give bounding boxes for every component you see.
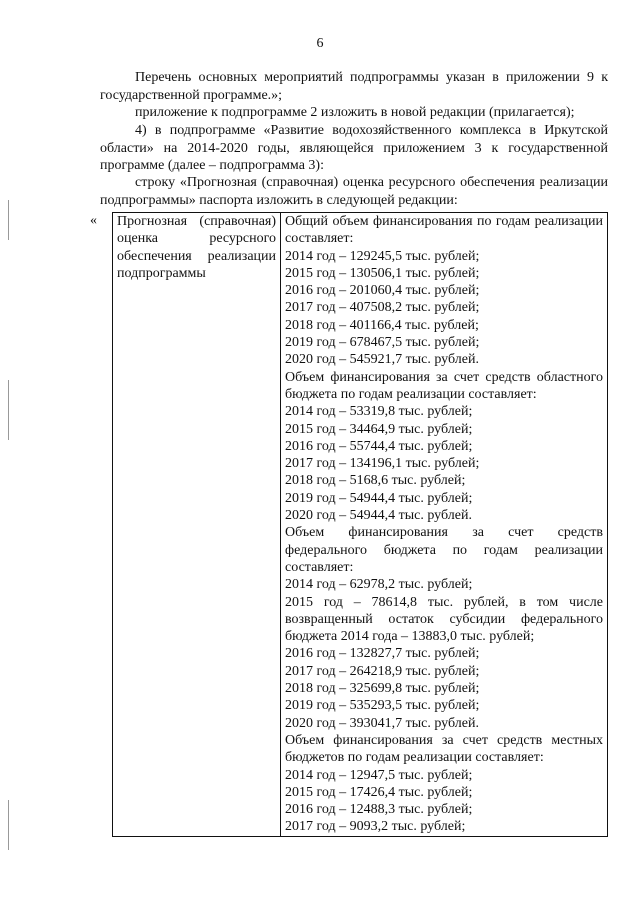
list-item: 2016 год – 132827,7 тыс. рублей;: [285, 646, 480, 662]
financing-cell: [281, 213, 608, 837]
row-label: Прогнозная (справочная) оценка ресурсного обеспечения реализации подпрограммы: [117, 214, 277, 281]
list-item: 2014 год – 53319,8 тыс. рублей;: [285, 404, 473, 420]
federal-heading: Объем финансирования за счет средств федерального бюджета по годам реализации составляет:: [285, 525, 603, 575]
list-item: 2014 год – 62978,2 тыс. рублей;: [285, 577, 473, 593]
list-item: 2016 год – 12488,3 тыс. рублей;: [285, 802, 473, 818]
scan-margin-mark: [8, 200, 9, 240]
opening-quote: «: [90, 213, 97, 228]
list-item: 2019 год – 54944,4 тыс. рублей;: [285, 490, 473, 506]
list-item: 2017 год – 407508,2 тыс. рублей;: [285, 300, 480, 316]
list-item: 2017 год – 134196,1 тыс. рублей;: [285, 456, 480, 472]
row-label-cell: [113, 213, 281, 837]
local-heading: Объем финансирования за счет средств местных бюджетов по годам реализации составляет:: [285, 732, 603, 766]
regional-heading: Объем финансирования за счет средств областного бюджета по годам реализации составляет:: [285, 369, 603, 402]
list-item: 2019 год – 535293,5 тыс. рублей;: [285, 698, 480, 714]
total-heading: Общий объем финансирования по годам реализации составляет:: [285, 214, 603, 247]
list-item: 2019 год – 678467,5 тыс. рублей;: [285, 335, 480, 351]
list-item: 2017 год – 264218,9 тыс. рублей;: [285, 663, 480, 679]
paragraph-subprogram-3: 4) в подпрограмме «Развитие водохозяйственного комплекса в Иркутской области» на 2014-2020 годы, являющейся приложением 3 к государственной программе (далее – подпрограмма 3):: [100, 123, 608, 173]
passport-table: [112, 212, 608, 837]
list-item: 2014 год – 12947,5 тыс. рублей;: [285, 767, 473, 783]
list-item: 2016 год – 201060,4 тыс. рублей;: [285, 283, 480, 299]
list-item: 2020 год – 393041,7 тыс. рублей.: [285, 715, 479, 731]
list-item: 2018 год – 5168,6 тыс. рублей;: [285, 473, 466, 489]
paragraph-appendix-subprogram-2: приложение к подпрограмме 2 изложить в новой редакции (прилагается);: [135, 105, 575, 120]
list-item: 2015 год – 78614,8 тыс. рублей, в том числе возвращенный остаток субсидии федерального бюджета 2014 года – 13883,0 тыс. рублей;: [285, 594, 603, 645]
list-item: 2016 год – 55744,4 тыс. рублей;: [285, 438, 473, 454]
list-item: 2018 год – 401166,4 тыс. рублей;: [285, 317, 479, 333]
list-item: 2020 год – 545921,7 тыс. рублей.: [285, 352, 479, 368]
list-item: 2015 год – 130506,1 тыс. рублей;: [285, 265, 480, 281]
list-item: 2017 год – 9093,2 тыс. рублей;: [285, 819, 466, 835]
list-item: 2018 год – 325699,8 тыс. рублей;: [285, 681, 480, 697]
table-row: [113, 213, 608, 837]
list-item: 2020 год – 54944,4 тыс. рублей.: [285, 508, 472, 524]
paragraph-passport-row: строку «Прогнозная (справочная) оценка ресурсного обеспечения реализации подпрограммы» паспорта изложить в следующей редакции:: [100, 175, 608, 208]
scan-margin-mark: [8, 800, 9, 850]
paragraph-list-of-activities: Перечень основных мероприятий подпрограммы указан в приложении 9 к государственной программе.»;: [100, 70, 608, 103]
scan-margin-mark: [8, 380, 9, 440]
page-number: 6: [316, 36, 324, 51]
list-item: 2015 год – 17426,4 тыс. рублей;: [285, 784, 473, 800]
list-item: 2014 год – 129245,5 тыс. рублей;: [285, 248, 480, 264]
list-item: 2015 год – 34464,9 тыс. рублей;: [285, 421, 473, 437]
